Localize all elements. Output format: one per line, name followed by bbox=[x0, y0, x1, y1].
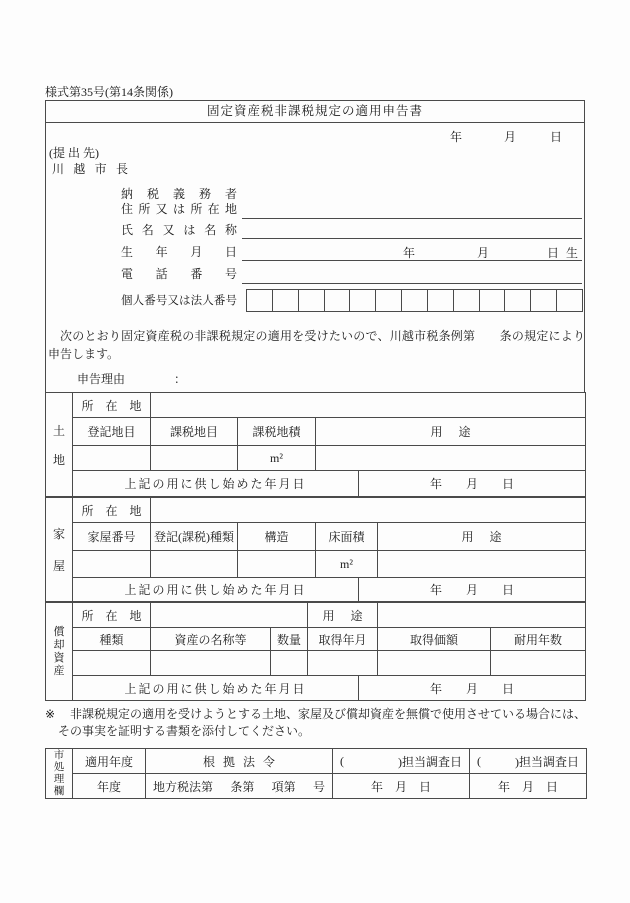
building-location-value-cell[interactable] bbox=[151, 498, 586, 523]
submit-to-label: (提 出 先) bbox=[49, 146, 99, 160]
asset-section-header-text: 償 却 資 産 bbox=[53, 626, 65, 677]
form-code: 様式第35号(第14条関係) bbox=[45, 85, 173, 99]
taxpayer-label-line1: 納税義務者 bbox=[121, 187, 237, 201]
date-month-label: 月 bbox=[504, 130, 517, 144]
asset-table bbox=[45, 602, 586, 701]
asset-col-life: 耐用年数 bbox=[491, 628, 586, 651]
office-survey1-date-cell[interactable]: 年 月 日 bbox=[333, 774, 470, 799]
survey2-close-label: )担当調査日 bbox=[515, 754, 579, 769]
land-usage-value-cell[interactable] bbox=[316, 446, 586, 471]
building-usage-value-cell[interactable] bbox=[378, 551, 586, 578]
land-start-date-value-cell[interactable]: 年 月 日 bbox=[359, 471, 586, 497]
asset-col-name: 資産の名称等 bbox=[151, 628, 271, 651]
building-floor-value-cell[interactable]: m² bbox=[316, 551, 378, 578]
law-part-1: 地方税法第 bbox=[153, 779, 214, 794]
note-text: 非課税規定の適用を受けようとする土地、家屋及び償却資産を無償で使用させている場合には、その事実を証明する書類を添付してください。 bbox=[58, 707, 587, 738]
note-marker: ※ bbox=[45, 707, 56, 721]
date-day-label: 日 bbox=[550, 130, 563, 144]
land-location-value-cell[interactable] bbox=[151, 393, 586, 418]
asset-section-header bbox=[46, 603, 73, 701]
asset-usage-value-cell[interactable] bbox=[378, 603, 586, 628]
building-start-date-label: 上記の用に供し始めた年月日 bbox=[73, 578, 359, 602]
birth-date-label: 生年月日 bbox=[121, 245, 237, 259]
phone-fill-line[interactable] bbox=[242, 283, 582, 284]
office-section-header-text: 市 処 理 欄 bbox=[53, 749, 65, 797]
asset-acq-price-value-cell[interactable] bbox=[378, 651, 491, 676]
office-table bbox=[45, 748, 587, 799]
asset-acq-date-value-cell[interactable] bbox=[308, 651, 378, 676]
building-col-kind: 登記(課税)種類 bbox=[151, 523, 238, 551]
law-part-2: 条第 bbox=[230, 779, 255, 794]
land-registered-value-cell[interactable] bbox=[73, 446, 151, 471]
asset-start-date-label: 上記の用に供し始めた年月日 bbox=[73, 676, 359, 701]
building-start-date-value-cell[interactable]: 年 月 日 bbox=[359, 578, 586, 602]
form-title-row bbox=[46, 101, 584, 123]
land-section-header-text: 土 地 bbox=[52, 423, 65, 467]
office-law-cell[interactable] bbox=[146, 774, 333, 799]
office-survey1-label bbox=[333, 749, 470, 774]
building-col-floor: 床面積 bbox=[316, 523, 378, 551]
land-taxed-value-cell[interactable] bbox=[151, 446, 238, 471]
office-survey2-date-cell[interactable]: 年 月 日 bbox=[470, 774, 587, 799]
address-fill-line[interactable] bbox=[242, 218, 582, 219]
taxpayer-label-line2: 住所又は所在地 bbox=[121, 202, 237, 216]
office-survey2-label bbox=[470, 749, 587, 774]
id-number-label: 個人番号又は法人番号 bbox=[121, 295, 237, 307]
asset-col-acq-date: 取得年月 bbox=[308, 628, 378, 651]
survey1-close-label: )担当調査日 bbox=[398, 754, 462, 769]
asset-col-acq-price: 取得価額 bbox=[378, 628, 491, 651]
mayor-label: 川越市長 bbox=[52, 162, 128, 176]
name-fill-line[interactable] bbox=[242, 238, 582, 239]
law-part-4: 号 bbox=[312, 779, 325, 794]
survey1-open-paren: ( bbox=[340, 753, 344, 768]
id-number-cell[interactable] bbox=[324, 290, 350, 311]
note bbox=[45, 706, 586, 740]
land-col-taxed: 課税地目 bbox=[151, 418, 238, 446]
asset-col-type: 種類 bbox=[73, 628, 151, 651]
id-number-cell[interactable] bbox=[556, 290, 582, 311]
id-number-cell[interactable] bbox=[530, 290, 556, 311]
land-col-registered: 登記地目 bbox=[73, 418, 151, 446]
declaration-text: 次のとおり固定資産税の非課税規定の適用を受けたいので、川越市税条例第 条の規定により申告します。 bbox=[48, 329, 585, 361]
form-title: 固定資産税非課税規定の適用申告書 bbox=[206, 104, 423, 118]
building-col-structure: 構造 bbox=[238, 523, 316, 551]
id-number-cell[interactable] bbox=[247, 290, 272, 311]
office-year-cell[interactable]: 年度 bbox=[73, 774, 146, 799]
asset-location-value-cell[interactable] bbox=[151, 603, 308, 628]
office-applicable-year-label: 適用年度 bbox=[73, 749, 146, 774]
building-col-usage: 用途 bbox=[378, 523, 586, 551]
building-kind-value-cell[interactable] bbox=[151, 551, 238, 578]
id-number-cell[interactable] bbox=[479, 290, 505, 311]
birth-day-label: 日 bbox=[547, 246, 560, 260]
birth-suffix-label: 生 bbox=[566, 246, 579, 260]
id-number-cell[interactable] bbox=[401, 290, 427, 311]
building-col-number: 家屋番号 bbox=[73, 523, 151, 551]
id-number-cell[interactable] bbox=[453, 290, 479, 311]
id-number-cell[interactable] bbox=[349, 290, 375, 311]
id-number-cell[interactable] bbox=[375, 290, 401, 311]
reason-label: 申告理由 bbox=[77, 372, 126, 386]
asset-type-value-cell[interactable] bbox=[73, 651, 151, 676]
reason-colon: ： bbox=[174, 372, 187, 386]
building-section-header bbox=[46, 498, 73, 602]
id-number-boxes bbox=[246, 289, 583, 312]
land-location-label: 所在地 bbox=[73, 393, 151, 418]
office-section-header bbox=[46, 749, 73, 799]
asset-life-value-cell[interactable] bbox=[491, 651, 586, 676]
birth-month-label: 月 bbox=[477, 246, 490, 260]
building-location-label: 所在地 bbox=[73, 498, 151, 523]
id-number-cell[interactable] bbox=[427, 290, 453, 311]
asset-start-date-value-cell[interactable]: 年 月 日 bbox=[359, 676, 586, 701]
application-form-box bbox=[45, 100, 585, 701]
building-number-value-cell[interactable] bbox=[73, 551, 151, 578]
phone-label: 電話番号 bbox=[121, 267, 237, 281]
birth-year-label: 年 bbox=[403, 246, 416, 260]
asset-usage-label: 用途 bbox=[308, 603, 378, 628]
date-year-label: 年 bbox=[450, 130, 463, 144]
id-number-cell[interactable] bbox=[272, 290, 298, 311]
name-label: 氏名又は名称 bbox=[121, 223, 237, 237]
id-number-cell[interactable] bbox=[504, 290, 530, 311]
building-section-header-text: 家 屋 bbox=[52, 527, 65, 573]
land-col-area: 課税地積 bbox=[238, 418, 316, 446]
land-area-value-cell[interactable]: m² bbox=[238, 446, 316, 471]
survey2-open-paren: ( bbox=[477, 753, 481, 768]
asset-col-qty: 数量 bbox=[271, 628, 308, 651]
asset-qty-value-cell[interactable] bbox=[271, 651, 308, 676]
land-start-date-label: 上記の用に供し始めた年月日 bbox=[73, 471, 359, 497]
asset-name-value-cell[interactable] bbox=[151, 651, 271, 676]
office-legal-basis-label: 根拠法令 bbox=[146, 749, 333, 774]
id-number-cell[interactable] bbox=[298, 290, 324, 311]
land-col-usage: 用途 bbox=[316, 418, 586, 446]
asset-location-label: 所在地 bbox=[73, 603, 151, 628]
building-table bbox=[45, 497, 586, 602]
land-table bbox=[45, 392, 586, 497]
land-section-header bbox=[46, 393, 73, 497]
birth-fill-line[interactable] bbox=[242, 260, 582, 261]
building-structure-value-cell[interactable] bbox=[238, 551, 316, 578]
law-part-3: 項第 bbox=[271, 779, 296, 794]
